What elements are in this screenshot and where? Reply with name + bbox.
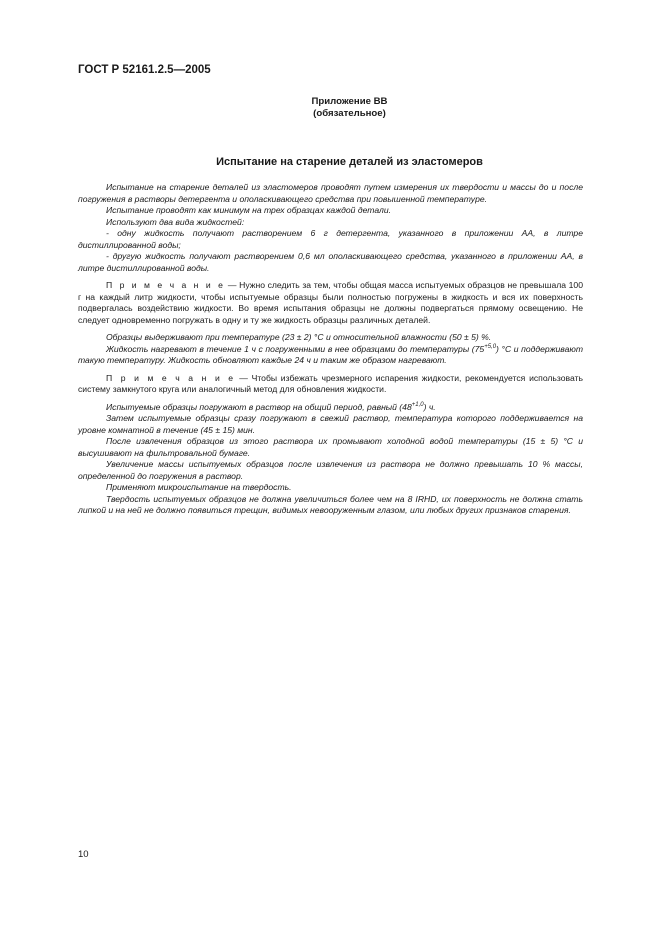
tolerance-superscript: +5,0 (484, 343, 497, 350)
paragraph-text: Испытуемые образцы погружают в раствор на общий период, равный (48 (106, 401, 412, 412)
paragraph-text: ) °С и поддерживают такую температуру. Жидкость обновляют каждые 24 ч и таким же образом нагревают. (78, 343, 584, 365)
list-item: - одну жидкость получают растворением 6 г детергента, указанного в приложении АА, в литре дистиллированной воды; (78, 228, 583, 250)
tolerance-superscript: +1,0 (411, 401, 424, 408)
paragraph: Используют два вида жидкостей: (106, 216, 245, 227)
paragraph: Твердость испытуемых образцов не должна увеличиться более чем на 8 IRHD, их поверхность не должна стать липкой и на ней не должно появиться трещин, видимых невооруженным глазом, или любых других признаков старения. (78, 493, 583, 515)
document-header: ГОСТ Р 52161.2.5—2005 (78, 64, 211, 76)
list-item: - другую жидкость получают растворением 0,6 мл ополаскивающего средства, указанного в приложении АА, в литре дистиллированной воды. (78, 251, 583, 273)
document-body (78, 182, 583, 517)
note (78, 373, 583, 396)
paragraph: Испытание проводят как минимум на трех образцах каждой детали. (106, 205, 392, 215)
annex-status: (обязательное) (313, 108, 386, 119)
page-number: 10 (78, 849, 89, 860)
note-text: — Нужно следить за тем, чтобы общая масса испытуемых образцов не превышала 100 г на каждый литр жидкости, чтобы испытуемые образцы были полностью погружены в жидкость и вся их поверхность подвергалась воздействию жидкости. Во время испытания образцы не должны подвергаться прямому освещению. Не следует одновременно погружать в одну и ту же жидкость образцы различных деталей. (78, 280, 583, 325)
note-label: П р и м е ч а н и е (106, 372, 236, 383)
paragraph: Затем испытуемые образцы сразу погружают в свежий раствор, температура которого поддерживается на уровне комнатной в течение (45 ± 15) мин. (78, 413, 583, 435)
paragraph: Образцы выдерживают при температуре (23 ± 2) °С и относительной влажности (50 ± 5) %. (106, 332, 492, 342)
note-text: — Чтобы избежать чрезмерного испарения жидкости, рекомендуется использовать систему замкнутого круга или аналогичный метод для обновления жидкости. (78, 372, 583, 394)
paragraph: Увеличение массы испытуемых образцов после извлечения из раствора не должно превышать 10 % массы, определенной до погружения в раствор. (78, 459, 583, 481)
paragraph-text: Жидкость нагревают в течение 1 ч с погруженными в нее образцами до температуры (75 (106, 343, 485, 354)
paragraph: Применяют микроиспытание на твердость. (106, 482, 292, 492)
annex-label: Приложение ВВ (311, 96, 388, 107)
paragraph (78, 402, 583, 414)
paragraph: После извлечения образцов из этого раствора их промывают холодной водой температуры (15 ± 5) °С и высушивают на фильтровальной бумаге. (78, 436, 583, 458)
annex-heading (0, 96, 661, 120)
paragraph: Испытание на старение деталей из эластомеров проводят путем измерения их твердости и массы до и после погружения в растворы детергента и ополаскивающего средства при повышенной температуре. (78, 182, 583, 204)
note (78, 280, 583, 326)
section-title: Испытание на старение деталей из эластомеров (216, 156, 483, 168)
paragraph-text: ) ч. (423, 401, 436, 412)
paragraph (78, 344, 583, 367)
note-label: П р и м е ч а н и е (106, 280, 226, 290)
